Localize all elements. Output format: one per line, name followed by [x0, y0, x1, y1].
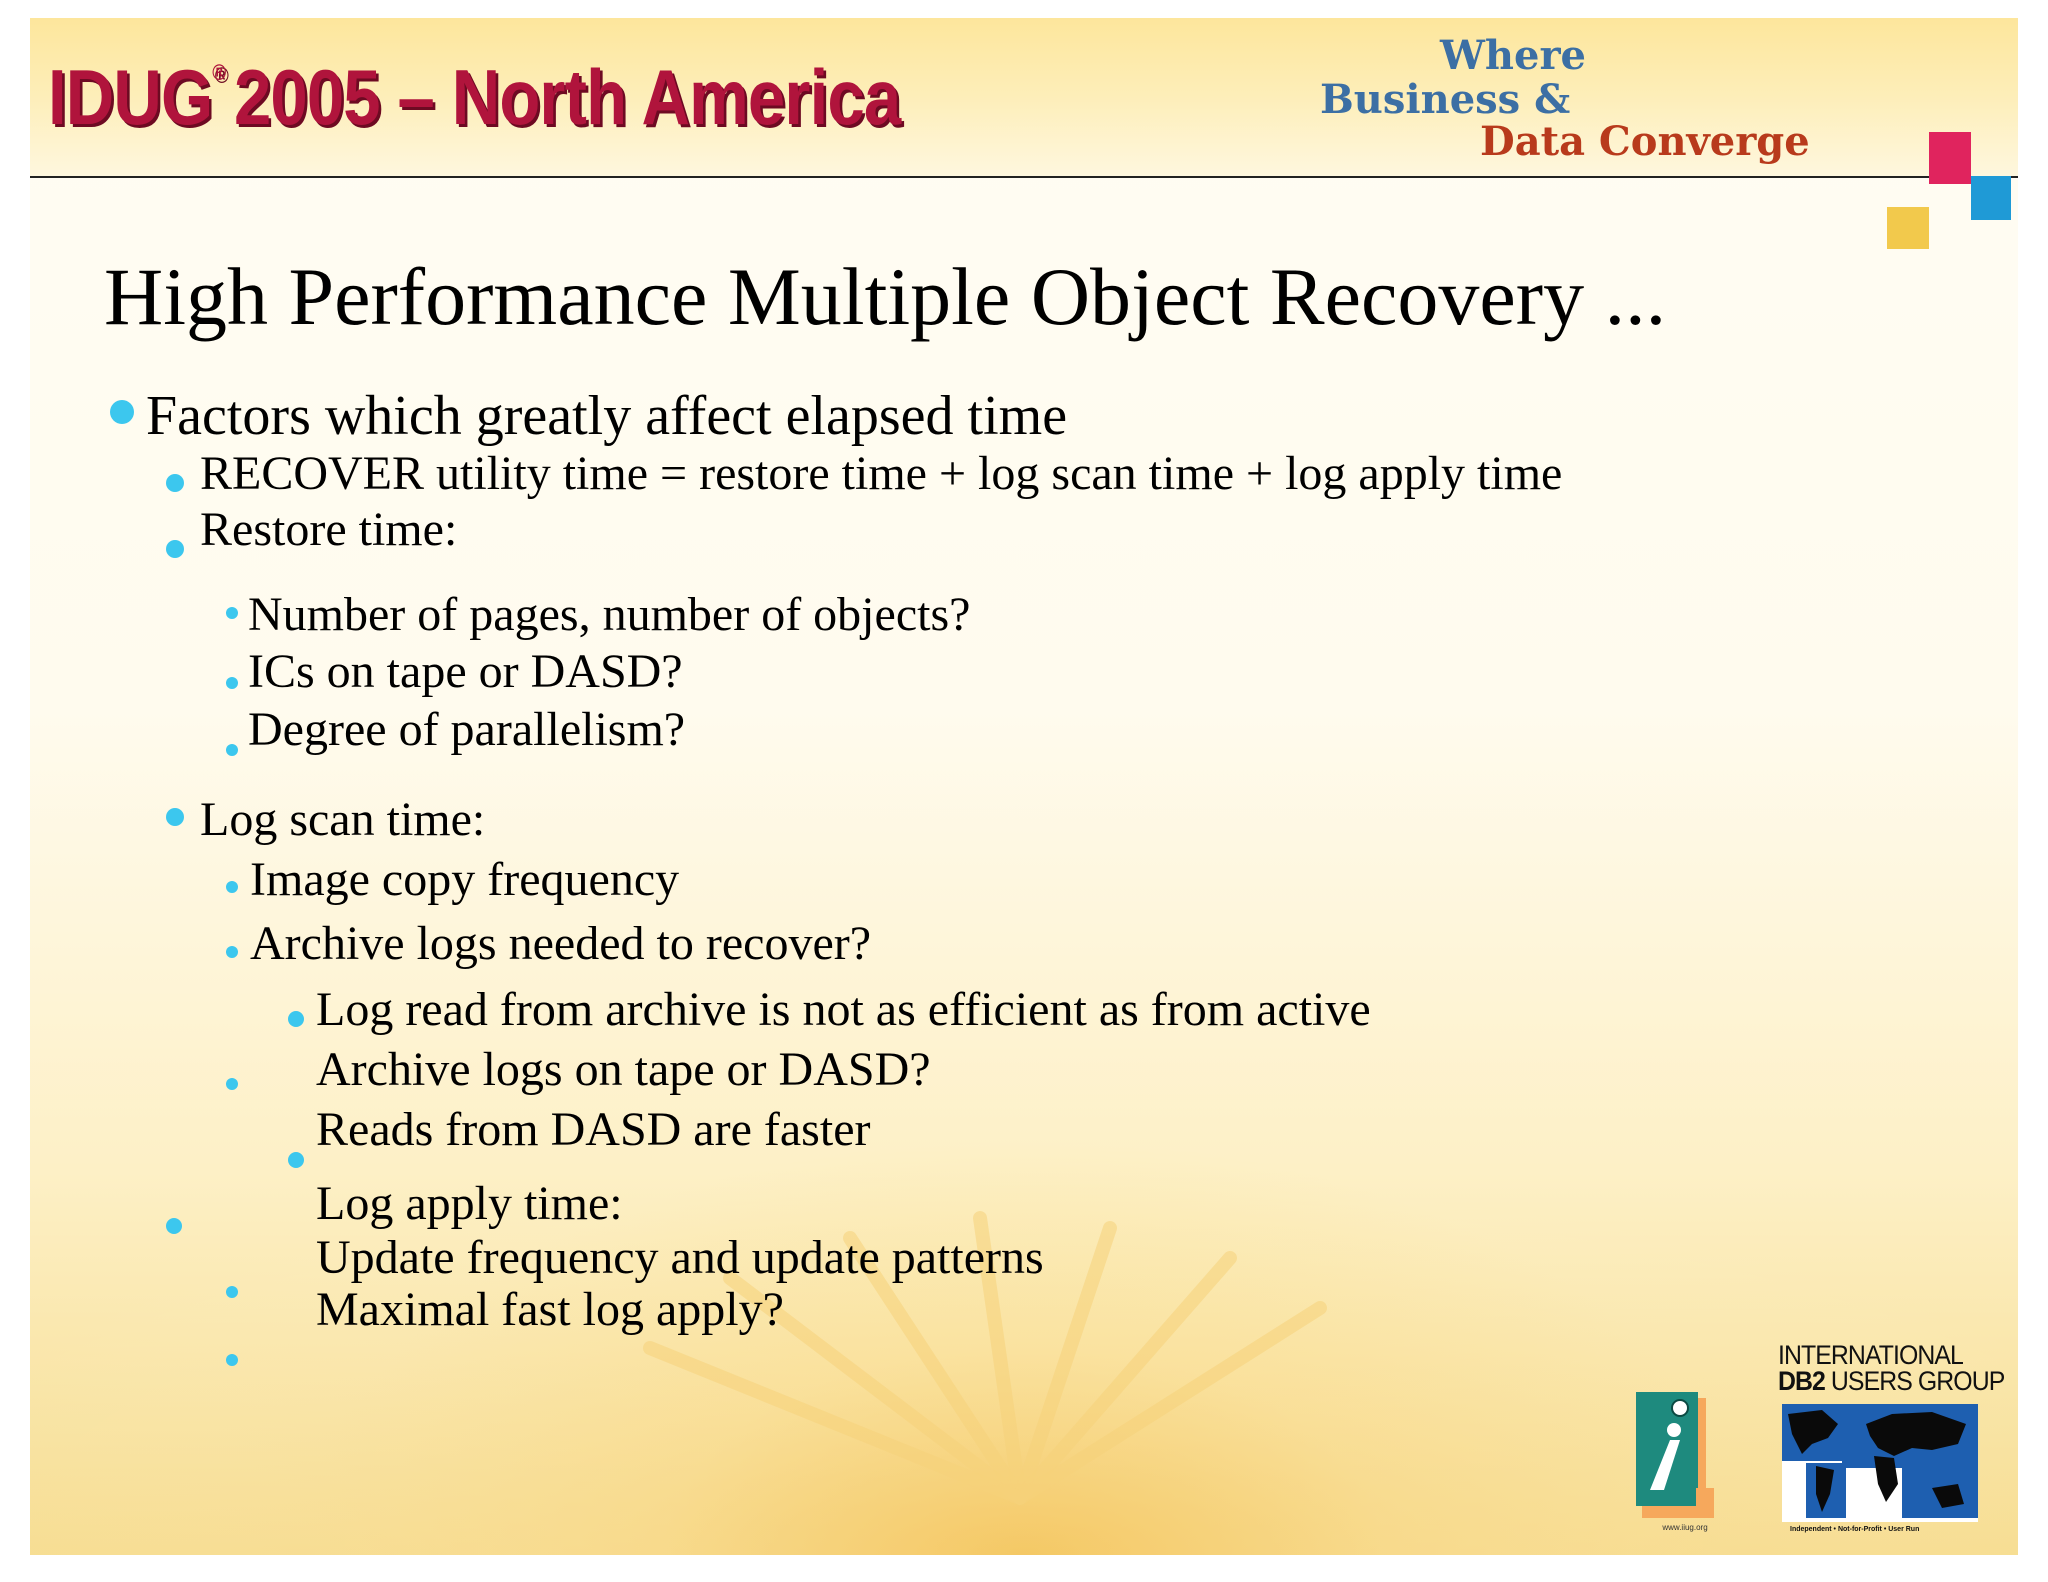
brand-name: IDUG [48, 53, 213, 141]
iiug-logo-graphic [1636, 1392, 1734, 1534]
bullet-level3: Number of pages, number of objects? [248, 588, 971, 641]
intl-logo-line-2 [1778, 1366, 2004, 1397]
bullet-dot [226, 1286, 238, 1298]
idug-international-logo [1778, 1340, 2005, 1540]
world-map-icon [1782, 1404, 1978, 1522]
intl-logo-db2: DB2 [1778, 1366, 1825, 1396]
bullet-dot [110, 400, 134, 424]
bullet-dot [226, 607, 238, 619]
bullet-dot [226, 881, 238, 893]
bullet-dot [166, 540, 184, 558]
bullet-level4: Log apply time: [316, 1177, 623, 1230]
bullet-level2: RECOVER utility time = restore time + log scan time + log apply time [200, 447, 1563, 500]
tagline-line-3: Data Converge [1480, 118, 1810, 165]
accent-square-blue [1971, 176, 2011, 220]
bullet-level4: Reads from DASD are faster [316, 1103, 871, 1156]
bullet-level3: Degree of parallelism? [248, 703, 686, 756]
bullet-dot [226, 744, 238, 756]
header-banner [30, 18, 2018, 178]
bullet-dot [288, 1152, 304, 1168]
registered-mark: ® [212, 60, 226, 85]
bullet-dot [226, 677, 238, 689]
bullet-level4: Update frequency and update patterns [316, 1231, 1044, 1284]
bullet-level2: Restore time: [200, 503, 458, 556]
bullet-level3: ICs on tape or DASD? [248, 645, 683, 698]
bullet-dot [226, 1354, 238, 1366]
slide [30, 18, 2018, 1555]
accent-square-yellow [1887, 207, 1929, 249]
conference-title [48, 52, 900, 143]
bullet-dot [288, 1011, 304, 1027]
accent-square-pink [1929, 132, 1971, 184]
bullet-level2: Log scan time: [200, 793, 486, 846]
tagline-line-2: Business & [1320, 76, 1571, 123]
bullet-level4: Maximal fast log apply? [316, 1283, 784, 1336]
bullet-dot [226, 946, 238, 958]
bullet-dot [166, 474, 184, 492]
bullet-level4: Archive logs on tape or DASD? [316, 1043, 931, 1096]
bullet-level4: Log read from archive is not as efficient as from active [316, 983, 1371, 1036]
bullet-level1: Factors which greatly affect elapsed time [146, 385, 1068, 447]
intl-logo-users-group: USERS GROUP [1824, 1366, 2005, 1396]
bullet-dot [166, 1218, 182, 1234]
iiug-url: www.iiug.org [1662, 1523, 1708, 1532]
iiug-logo [1636, 1392, 1734, 1534]
bullet-dot [226, 1078, 238, 1090]
intl-logo-line-1: INTERNATIONAL [1778, 1340, 1963, 1370]
slide-title: High Performance Multiple Object Recovery ... [104, 251, 1667, 342]
bullet-level3: Image copy frequency [250, 853, 680, 906]
event-name: 2005 – North America [233, 53, 901, 141]
intl-logo-footer: Independent • Not-for-Profit • User Run [1790, 1526, 1920, 1533]
bullet-level3: Archive logs needed to recover? [250, 917, 872, 970]
bullet-dot [166, 808, 184, 826]
tagline-line-1: Where [1440, 32, 1586, 79]
